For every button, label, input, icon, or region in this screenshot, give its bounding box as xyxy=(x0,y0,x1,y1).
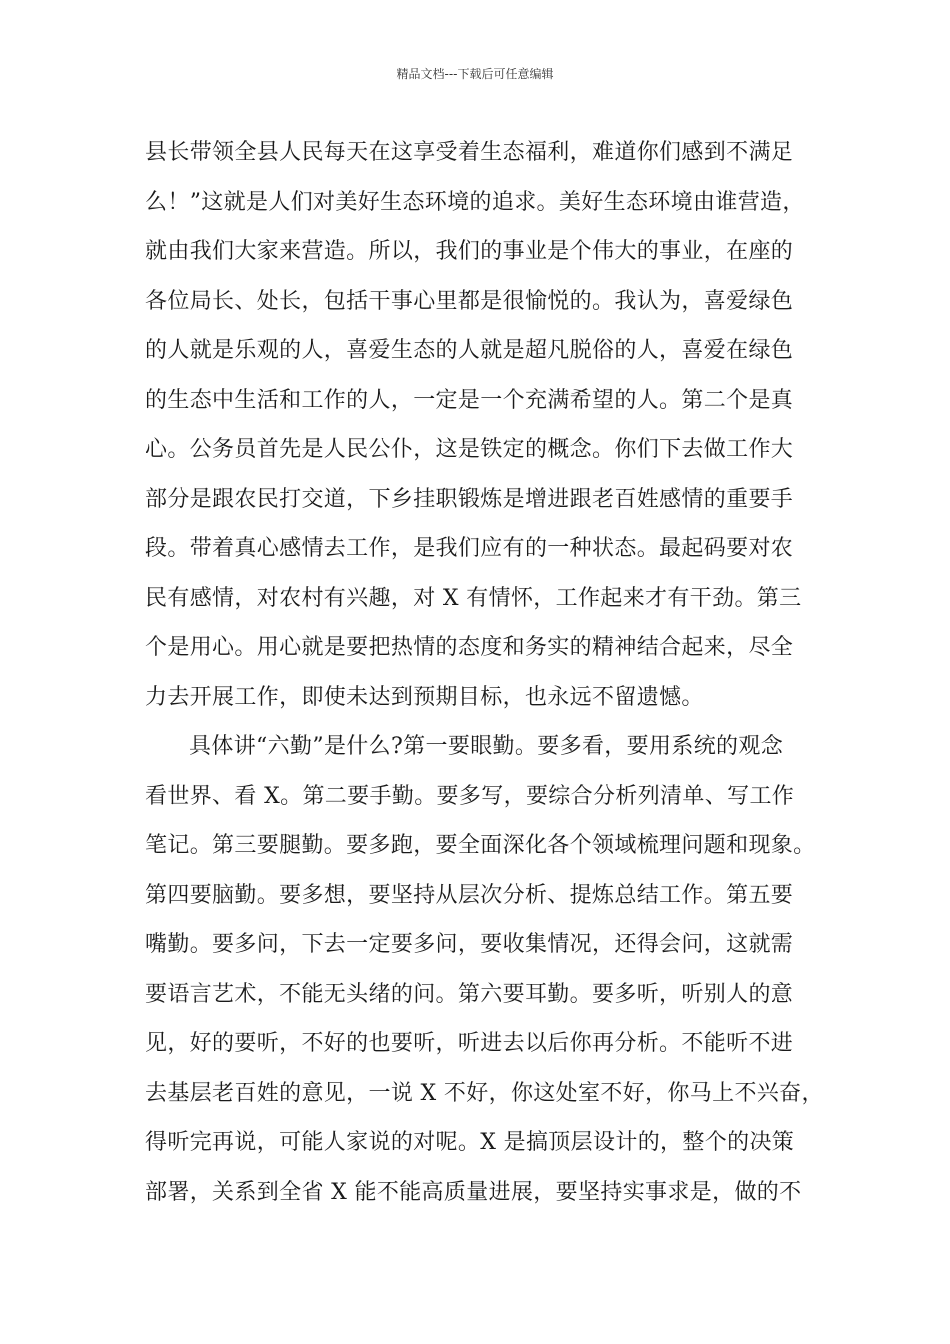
text-line: 么！”这就是人们对美好生态环境的追求。美好生态环境由谁营造， xyxy=(145,189,805,215)
text-line: 要语言艺术，不能无头绪的问。第六要耳勤。要多听，听别人的意 xyxy=(145,981,794,1007)
text-line: 心。公务员首先是人民公仆，这是铁定的概念。你们下去做工作大 xyxy=(145,437,794,462)
text-line: 看世界、看 X。第二要手勤。要多写，要综合分析列清单、写工作 xyxy=(145,783,795,809)
text-line: 部分是跟农民打交道，下乡挂职锻炼是增进跟老百姓感情的重要手 xyxy=(145,486,794,512)
text-line: 就由我们大家来营造。所以，我们的事业是个伟大的事业，在座的 xyxy=(145,239,794,264)
body-text xyxy=(145,128,824,1217)
text-line: 见，好的要听，不好的也要听，听进去以后你再分析。不能听不进 xyxy=(145,1031,794,1056)
page-header: 精品文档---下载后可任意编辑 xyxy=(396,67,554,81)
text-line: 得听完再说，可能人家说的对呢。X 是搞顶层设计的，整个的决策 xyxy=(145,1130,795,1155)
text-line: 笔记。第三要腿勤。要多跑，要全面深化各个领域梳理问题和现象。 xyxy=(145,833,816,858)
text-line: 力去开展工作，即使未达到预期目标，也永远不留遗憾。 xyxy=(145,684,704,710)
text-line: 第四要脑勤。要多想，要坚持从层次分析、提炼总结工作。第五要 xyxy=(145,882,794,908)
text-line: 部署，关系到全省 X 能不能高质量进展，要坚持实事求是，做的不 xyxy=(145,1179,802,1205)
text-line: 的生态中生活和工作的人，一定是一个充满希望的人。第二个是真 xyxy=(145,387,794,413)
text-line: 嘴勤。要多问，下去一定要多问，要收集情况，还得会问，这就需 xyxy=(145,932,794,957)
paragraph-start-line: 具体讲“六勤”是什么?第一要眼勤。要多看，要用系统的观念 xyxy=(189,734,784,759)
text-line: 去基层老百姓的意见，一说 X 不好，你这处室不好，你马上不兴奋， xyxy=(145,1080,824,1106)
text-line: 县长带领全县人民每天在这享受着生态福利，难道你们感到不满足 xyxy=(145,140,794,165)
text-line: 段。带着真心感情去工作，是我们应有的一种状态。最起码要对农 xyxy=(145,536,794,561)
text-line: 各位局长、处长，包括干事心里都是很愉悦的。我认为，喜爱绿色 xyxy=(145,288,794,314)
text-line: 民有感情，对农村有兴趣，对 X 有情怀，工作起来才有干劲。第三 xyxy=(145,585,802,611)
text-line: 个是用心。用心就是要把热情的态度和务实的精神结合起来，尽全 xyxy=(145,635,794,660)
text-line: 的人就是乐观的人，喜爱生态的人就是超凡脱俗的人，喜爱在绿色 xyxy=(145,338,794,363)
